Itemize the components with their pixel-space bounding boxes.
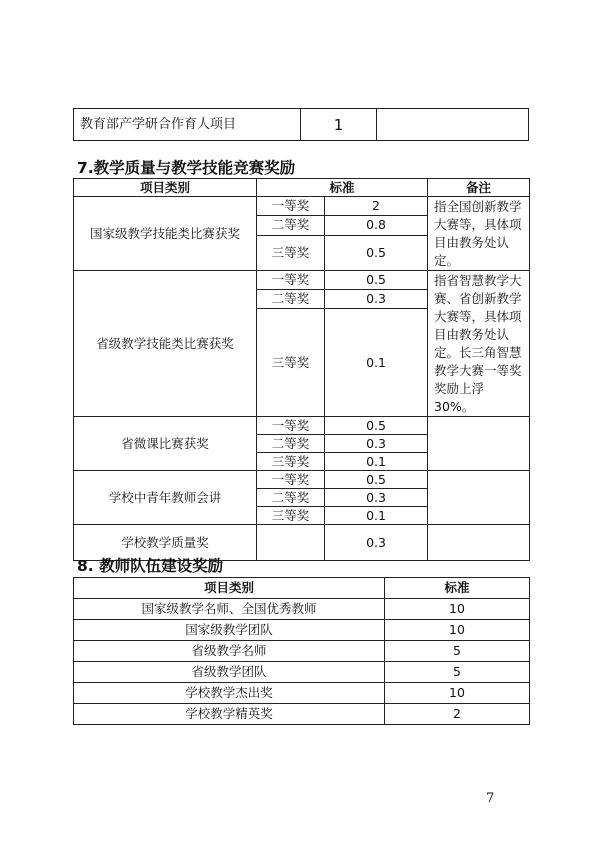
category-cell: 学校教学杰出奖 [74, 683, 385, 704]
table-header-row [74, 578, 530, 599]
header-note: 备注 [428, 179, 530, 197]
value-cell: 10 [385, 620, 530, 641]
value-cell: 0.5 [325, 235, 428, 270]
header-category: 项目类别 [74, 578, 385, 599]
header-standard: 标准 [257, 179, 428, 197]
value-cell: 0.5 [325, 271, 428, 290]
level-cell: 三等奖 [257, 453, 325, 471]
category-cell: 学校教学精英奖 [74, 704, 385, 725]
note-cell [428, 525, 530, 561]
level-cell: 三等奖 [257, 309, 325, 417]
level-cell: 一等奖 [257, 417, 325, 435]
value-cell: 5 [385, 662, 530, 683]
header-standard: 标准 [385, 578, 530, 599]
teaching-quality-award-table [73, 178, 530, 561]
level-cell: 一等奖 [257, 271, 325, 290]
value-cell: 2 [385, 704, 530, 725]
item-cell: 教育部产学研合作育人项目 [74, 109, 301, 141]
value-cell: 0.3 [325, 489, 428, 507]
value-cell: 0.3 [325, 435, 428, 453]
level-cell: 一等奖 [257, 197, 325, 216]
value-cell: 0.1 [325, 507, 428, 525]
category-cell: 学校教学质量奖 [74, 525, 257, 561]
category-cell: 省微课比赛获奖 [74, 417, 257, 471]
table-row [74, 417, 530, 435]
value-cell: 10 [385, 683, 530, 704]
header-category: 项目类别 [74, 179, 257, 197]
value-cell: 0.3 [325, 290, 428, 309]
note-cell: 指全国创新教学大赛等，具体项目由教务处认定。 [428, 197, 530, 271]
note-cell [428, 471, 530, 525]
note-cell [428, 417, 530, 471]
category-cell: 国家级教学技能类比赛获奖 [74, 197, 257, 271]
table-row [74, 271, 530, 290]
value-cell: 10 [385, 599, 530, 620]
value-cell: 0.3 [325, 525, 428, 561]
table-row [74, 620, 530, 641]
value-cell: 1 [301, 109, 377, 141]
note-cell: 指省智慧教学大赛、省创新教学大赛等，具体项目由教务处认定。长三角智慧教学大赛一等奖奖励上浮 30%。 [428, 271, 530, 417]
teacher-team-award-table [73, 577, 530, 725]
top-award-table [73, 108, 529, 141]
level-cell: 一等奖 [257, 471, 325, 489]
table-row [74, 599, 530, 620]
table-row [74, 471, 530, 489]
level-cell [257, 525, 325, 561]
table-row [74, 641, 530, 662]
table-row [74, 704, 530, 725]
level-cell: 二等奖 [257, 489, 325, 507]
category-cell: 国家级教学名师、全国优秀教师 [74, 599, 385, 620]
category-cell: 学校中青年教师会讲 [74, 471, 257, 525]
section-8-heading: 8. 教师队伍建设奖励 [77, 557, 224, 575]
page-number: 7 [486, 791, 495, 806]
value-cell: 0.5 [325, 417, 428, 435]
value-cell: 0.8 [325, 216, 428, 235]
table-header-row [74, 179, 530, 197]
section-7-heading: 7.教学质量与教学技能竞赛奖励 [77, 159, 296, 177]
level-cell: 二等奖 [257, 216, 325, 235]
table-row [74, 683, 530, 704]
value-cell: 0.1 [325, 453, 428, 471]
level-cell: 二等奖 [257, 290, 325, 309]
category-cell: 国家级教学团队 [74, 620, 385, 641]
table-row [74, 109, 529, 141]
level-cell: 三等奖 [257, 507, 325, 525]
table-row [74, 662, 530, 683]
level-cell: 二等奖 [257, 435, 325, 453]
value-cell: 0.5 [325, 471, 428, 489]
table-row [74, 197, 530, 216]
value-cell: 0.1 [325, 309, 428, 417]
extra-cell [377, 109, 529, 141]
category-cell: 省级教学技能类比赛获奖 [74, 271, 257, 417]
category-cell: 省级教学团队 [74, 662, 385, 683]
category-cell: 省级教学名师 [74, 641, 385, 662]
value-cell: 2 [325, 197, 428, 216]
value-cell: 5 [385, 641, 530, 662]
level-cell: 三等奖 [257, 235, 325, 270]
